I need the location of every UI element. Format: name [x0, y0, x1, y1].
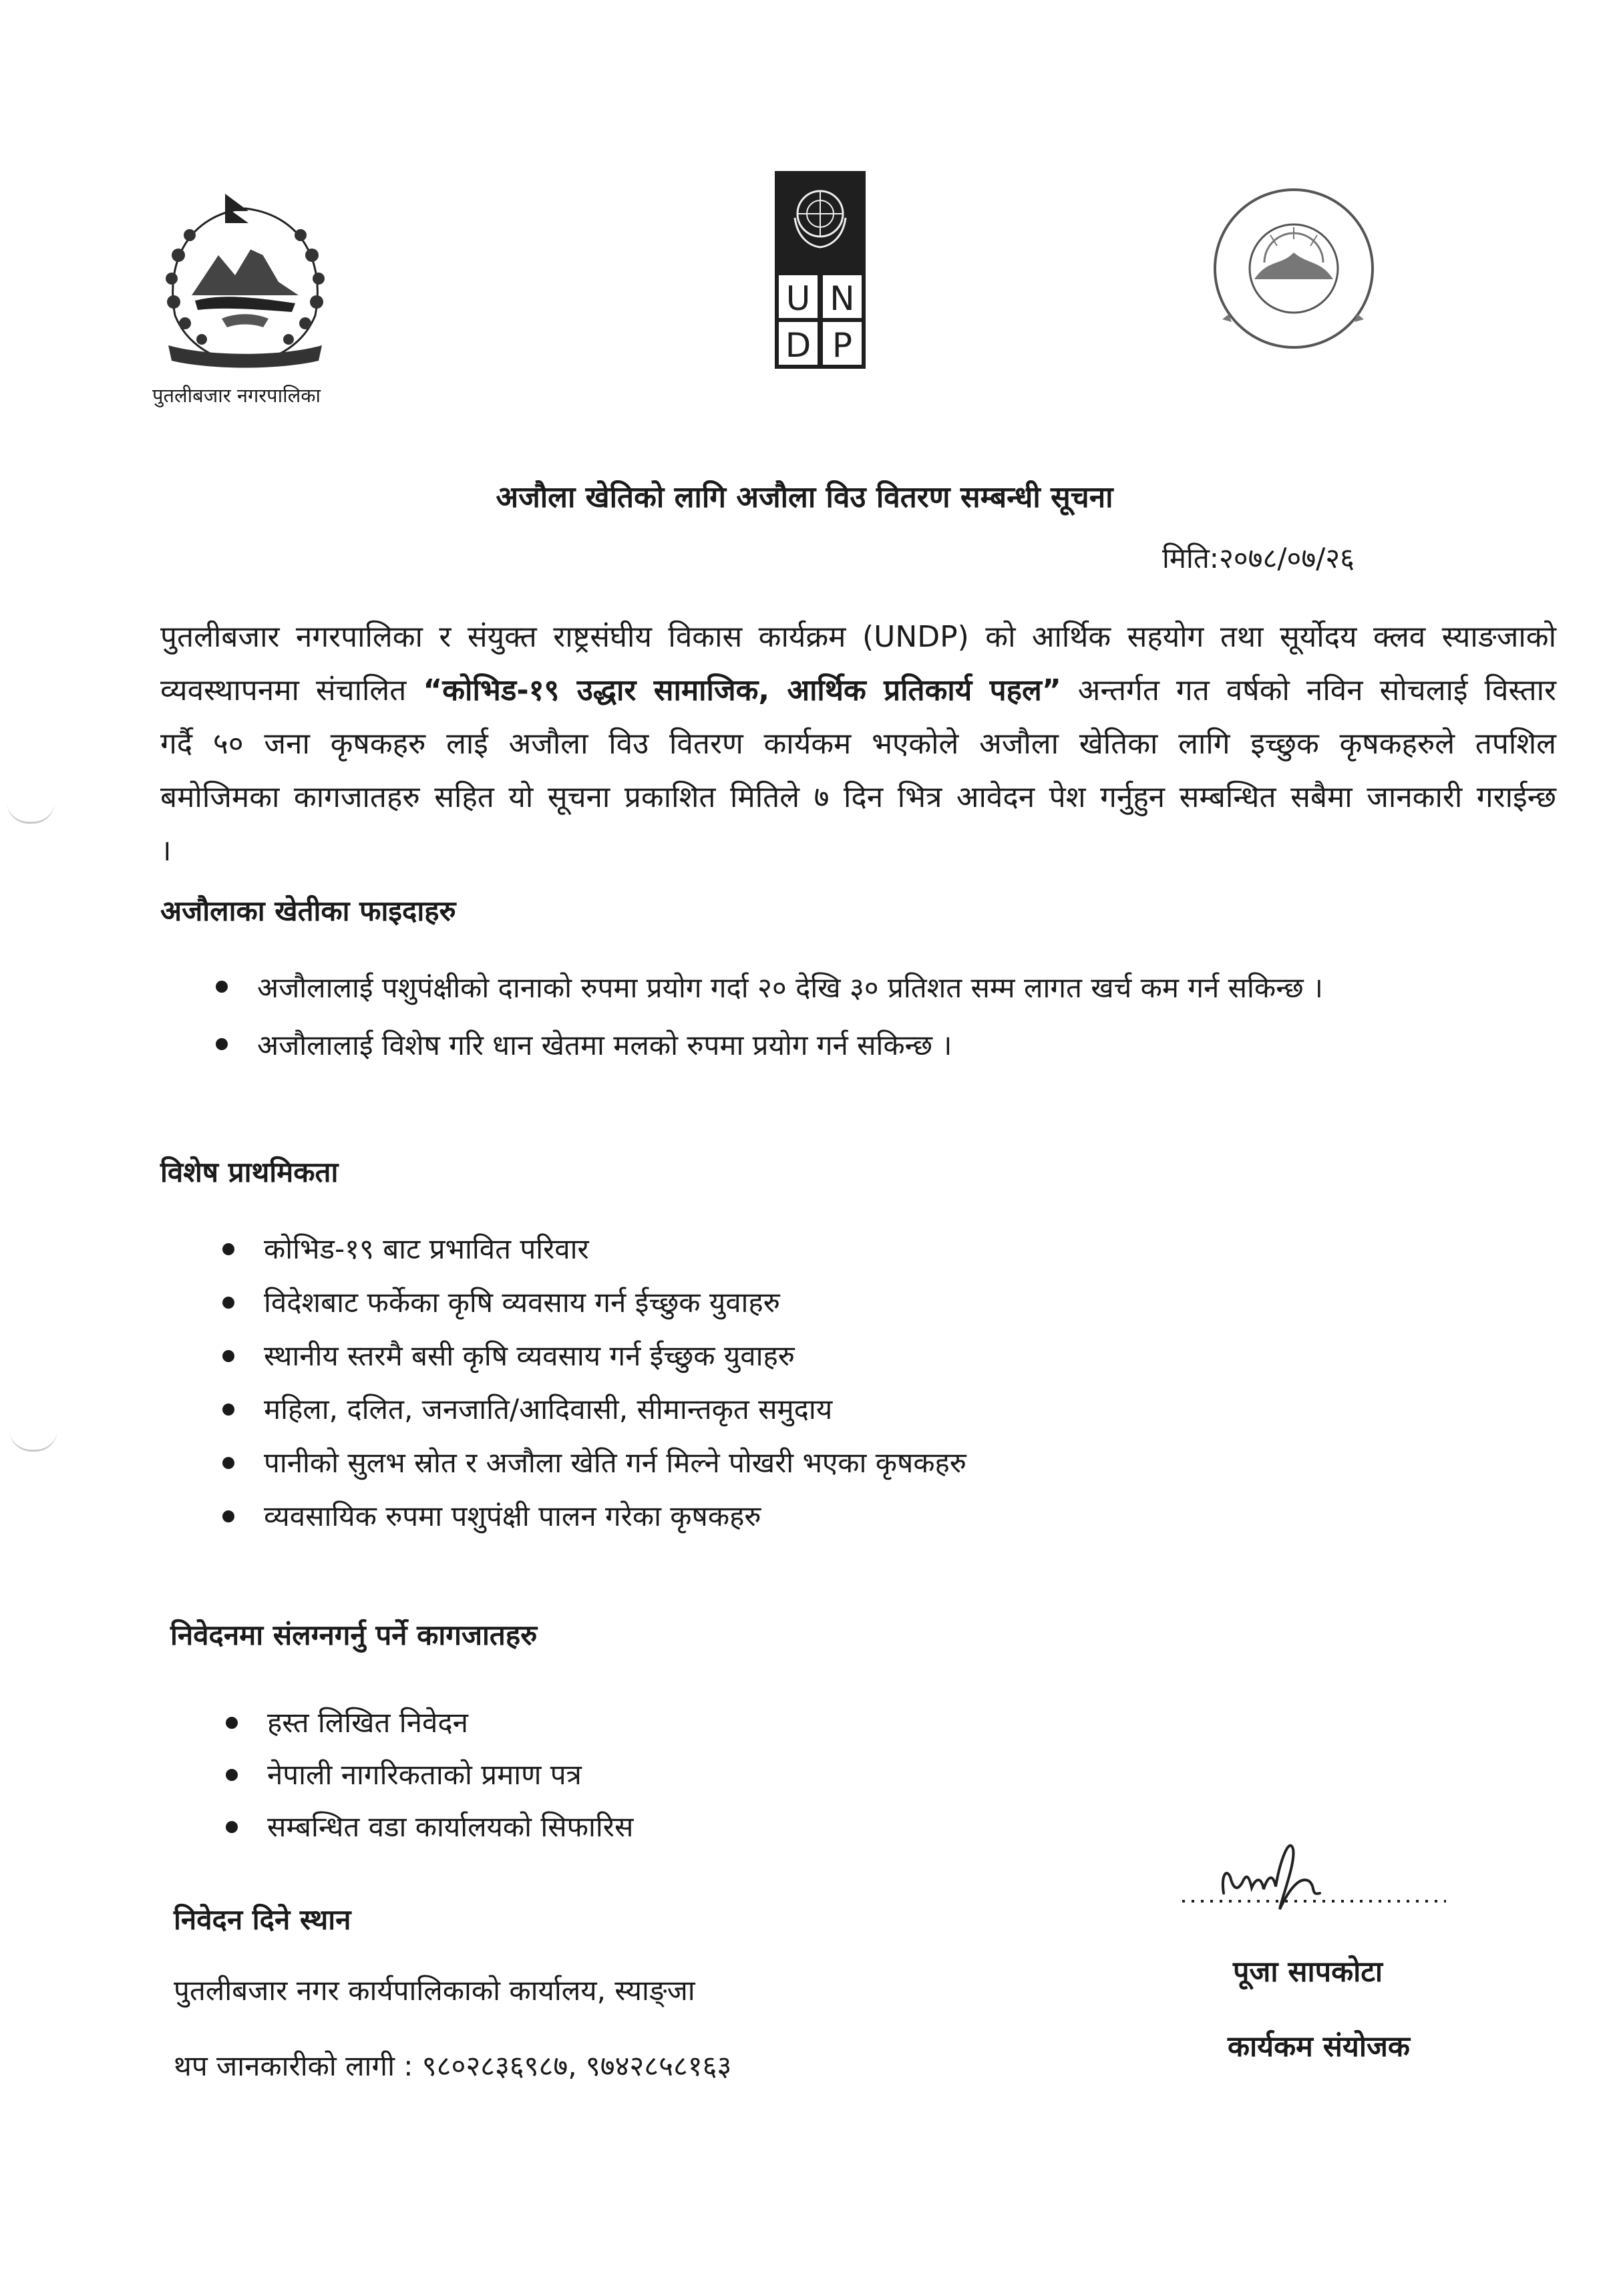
- list-item: व्यवसायिक रुपमा पशुपंक्षी पालन गरेका कृषकहरु: [264, 1490, 966, 1543]
- punch-hole-mark: [9, 1430, 57, 1452]
- suryodaya-club-seal-icon: [1201, 186, 1387, 351]
- municipality-caption: पुतलीबजार नगरपालिका: [152, 384, 321, 407]
- priority-list: [264, 1222, 966, 1543]
- signatory-name: पूजा सापकोटा: [1233, 1955, 1383, 1989]
- list-item: कोभिड-१९ बाट प्रभावित परिवार: [264, 1222, 966, 1276]
- nepal-emblem-icon: [148, 182, 342, 375]
- benefits-list: [257, 962, 1563, 1077]
- place-heading: निवेदन दिने स्थान: [174, 1903, 351, 1936]
- list-item: सम्बन्धित वडा कार्यालयको सिफारिस: [267, 1801, 633, 1853]
- list-item: हस्त लिखित निवेदन: [267, 1697, 633, 1749]
- list-item: विदेशबाट फर्केका कृषि व्यवसाय गर्न ईच्छुक युवाहरु: [264, 1276, 966, 1329]
- documents-list: [267, 1697, 633, 1853]
- office-address: पुतलीबजार नगर कार्यपालिकाको कार्यालय, स्याङ्जा: [174, 1974, 695, 2007]
- intro-paragraph: [160, 611, 1556, 878]
- undp-logo-icon: [775, 171, 866, 369]
- intro-text-part1: पुतलीबजार नगरपालिका र संयुक्त राष्ट्रसंघीय विकास कार्यक्रम (UNDP) को आर्थिक सहयोग तथा सूर्योदय क्लव स्याङजाको व्यवस्थापनमा संचालित: [160, 620, 1556, 707]
- punch-hole-mark: [7, 802, 55, 824]
- undp-letter-n: N: [830, 279, 855, 318]
- list-item: पानीको सुलभ स्रोत र अजौला खेति गर्न मिल्ने पोखरी भएका कृषकहरु: [264, 1436, 966, 1490]
- undp-letter-p: P: [832, 326, 853, 365]
- contact-numbers: थप जानकारीको लागी : ९८०२८३६९८७, ९७४२८५८१६३: [174, 2049, 732, 2082]
- documents-heading: निवेदनमा संलग्नगर्नु पर्ने कागजातहरु: [170, 1619, 538, 1651]
- benefits-heading: अजौलाका खेतीका फाइदाहरु: [160, 894, 456, 927]
- notice-title: अजौला खेतिको लागि अजौला विउ वितरण सम्बन्धी सूचना: [496, 480, 1113, 514]
- intro-text-part2: अन्तर्गत गत वर्षको नविन सोचलाई विस्तार गर्दै ५० जना कृषकहरु लाई अजौला विउ वितरण कार्यकम भएकोले अजौला खेतिका लागि इच्छुक कृषकहरुले तपशिल बमोजिमका कागजातहरु सहित यो सूचना प्रकाशित मितिले ७ दिन भित्र आवेदन पेश गर्नुहुन सम्बन्धित सबैमा जानकारी गराईन्छ ।: [160, 673, 1557, 868]
- notice-date: मिति:२०७८/०७/२६: [1162, 542, 1355, 575]
- signatory-role: कार्यकम संयोजक: [1228, 2030, 1410, 2064]
- list-item: स्थानीय स्तरमै बसी कृषि व्यवसाय गर्न ईच्छुक युवाहरु: [264, 1329, 966, 1383]
- undp-letter-d: D: [785, 326, 812, 365]
- undp-letter-u: U: [785, 279, 811, 318]
- list-item: महिला, दलित, जनजाति/आदिवासी, सीमान्तकृत समुदाय: [264, 1383, 966, 1436]
- list-item: अजौलालाई विशेष गरि धान खेतमा मलको रुपमा प्रयोग गर्न सकिन्छ ।: [257, 1019, 1563, 1072]
- priority-heading: विशेष प्राथमिकता: [160, 1156, 339, 1188]
- list-item: नेपाली नागरिकताको प्रमाण पत्र: [267, 1749, 633, 1801]
- program-name: “कोभिड-१९ उद्धार सामाजिक, आर्थिक प्रतिकार्य पहल”: [423, 673, 1061, 707]
- list-item: अजौलालाई पशुपंक्षीको दानाको रुपमा प्रयोग गर्दा २० देखि ३० प्रतिशत सम्म लागत खर्च कम गर्न सकिन्छ ।: [257, 962, 1563, 1014]
- handwritten-signature-icon: [1182, 1829, 1449, 1923]
